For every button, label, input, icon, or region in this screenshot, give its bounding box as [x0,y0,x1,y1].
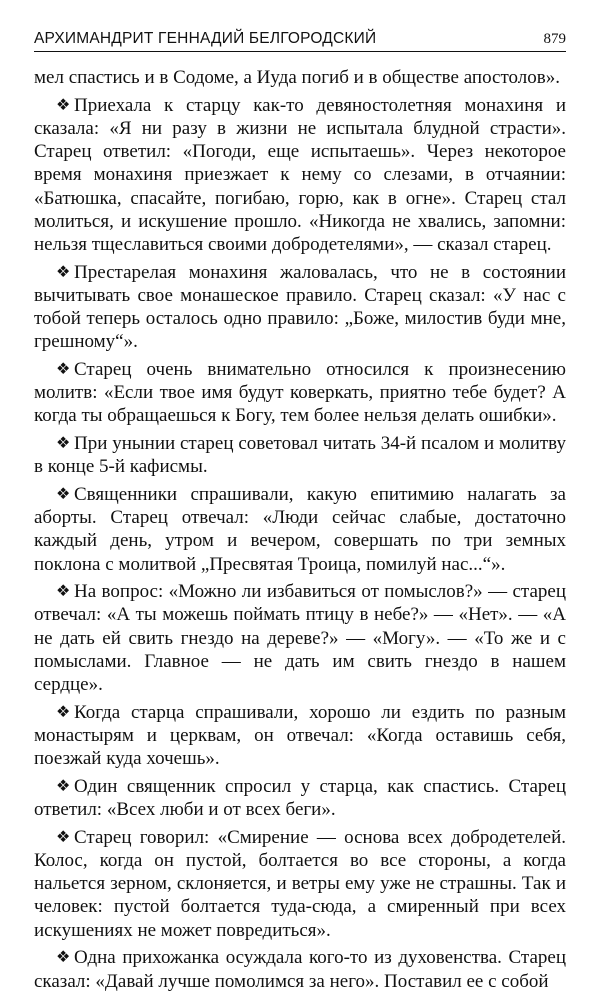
paragraph [34,579,566,696]
paragraph-text: Когда старца спрашивали, хорошо ли ездить по разным монастырям и церквам, он отвечал: «Когда оставишь себя, поезжай куда хочешь». [34,701,566,770]
paragraph-text: На вопрос: «Можно ли избавиться от помыслов?» — старец отвечал: «А ты можешь поймать птицу в небе?» — «Нет». — «А не дать ей свить гнездо на дереве?» — «Могу». — «То же и с помыслами. Главное — не дать им свить гнездо в нашем сердце». [34,581,566,696]
four-petal-diamond-icon: ❖ [56,94,71,114]
paragraph [34,700,566,771]
paragraph-text: Старец очень внимательно относился к произнесению молитв: «Если твое имя будут коверкать, приятно тебе будет? А когда ты обращаешься к Богу, тем более нельзя делать ошибки». [34,358,566,427]
four-petal-diamond-icon: ❖ [56,701,71,721]
header-rule [34,51,566,52]
four-petal-diamond-icon: ❖ [56,826,71,846]
paragraph-text: Священники спрашивали, какую епитимию налагать за аборты. Старец отвечал: «Люди сейчас слабые, достаточно каждый день, утром и вечером, совершать по три земных поклона с молитвой „Пресвятая Троица, помилуй нас...“». [34,483,566,575]
paragraph [34,482,566,576]
paragraph-text: При унынии старец советовал читать 34-й псалом и молитву в конце 5-й кафисмы. [34,433,566,478]
paragraph-text: Один священник спросил у старца, как спастись. Старец ответил: «Всех люби и от всех беги». [34,775,566,821]
four-petal-diamond-icon: ❖ [56,358,71,378]
paragraph [34,260,566,354]
four-petal-diamond-icon: ❖ [56,483,71,503]
page-number: 879 [543,31,566,47]
paragraph [34,945,566,992]
paragraph-continuation: мел спастись и в Содоме, а Иуда погиб и в обществе апостолов». [34,67,560,88]
paragraph [34,774,566,821]
four-petal-diamond-icon: ❖ [56,775,71,795]
paragraph-text: Приехала к старцу как-то девяностолетняя монахиня и сказала: «Я ни разу в жизни не испытала блудной страсти». Старец ответил: «Погоди, еще испытаешь». Через некоторое время монахиня приезжает к нему со слезами, в отчаянии: «Батюшка, спасайте, погибаю, горю, как в огне». Старец стал молиться, и искушение прошло. «Никогда не хвались, запомни: нельзя тщеславиться своими добродетелями», — сказал старец. [34,94,566,255]
four-petal-diamond-icon: ❖ [56,581,71,601]
paragraph [34,93,566,256]
paragraph [34,357,566,428]
paragraph [34,825,566,942]
book-page [34,0,566,996]
paragraph-text: Старец говорил: «Смирение — основа всех добродетелей. Колос, когда он пустой, болтается во все стороны, а когда нальется зерном, склоняется, и ветры ему уже не страшны. Так и человек: пустой болтается туда-сюда, а смиренный при всех искушениях не может повредиться». [34,826,566,941]
running-title: АРХИМАНДРИТ ГЕННАДИЙ БЕЛГОРОДСКИЙ [34,30,377,47]
body-text [34,66,566,993]
paragraph-text: Одна прихожанка осуждала кого-то из духовенства. Старец сказал: «Давай лучше помолимся за него». Поставил ее с собой [34,947,566,992]
four-petal-diamond-icon: ❖ [56,433,71,453]
four-petal-diamond-icon: ❖ [56,261,71,281]
four-petal-diamond-icon: ❖ [56,947,71,967]
paragraph [34,431,566,478]
paragraph-text: Престарелая монахиня жаловалась, что не в состоянии вычитывать свое монашеское правило. Старец сказал: «У нас с тобой теперь осталось одно правило: „Боже, милостив буди мне, грешному“». [34,261,566,353]
page-header [34,0,566,52]
